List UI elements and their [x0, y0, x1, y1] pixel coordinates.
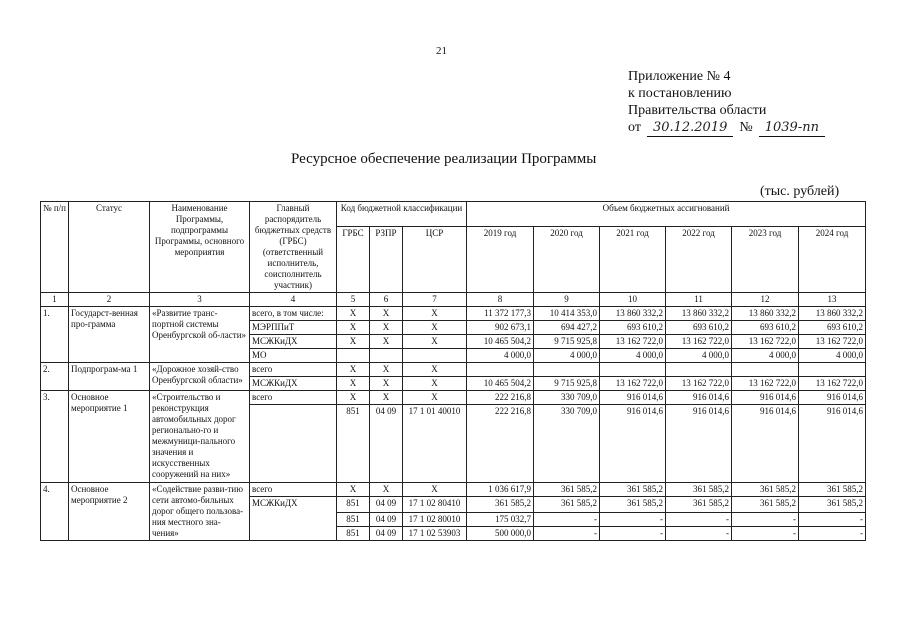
appendix-block	[628, 68, 825, 137]
row-status: Основное мероприятие 2	[69, 483, 150, 541]
value-cell: 13 162 722,0	[799, 335, 866, 349]
value-cell: 361 585,2	[666, 497, 732, 513]
value-cell	[534, 363, 600, 377]
value-cell: 11 372 177,3	[467, 307, 534, 321]
handwritten-date: 30.12.2019	[647, 119, 733, 137]
row-grbs: МЭРППиТ	[250, 321, 337, 335]
row-grbs: всего	[250, 391, 337, 405]
table-row	[41, 483, 866, 497]
row-name: «Дорожное хозяй-ство Оренбургской области»	[150, 363, 250, 391]
row-status: Основное мероприятие 1	[69, 391, 150, 483]
value-cell: 361 585,2	[600, 497, 666, 513]
code-rzpr	[370, 349, 403, 363]
value-cell: 13 860 332,2	[799, 307, 866, 321]
code-grbs: X	[337, 363, 370, 377]
value-cell	[600, 363, 666, 377]
col-number: 1	[41, 293, 69, 307]
col-number: 6	[370, 293, 403, 307]
row-num: 2.	[41, 363, 69, 391]
value-cell: 13 162 722,0	[732, 377, 799, 391]
code-rzpr: X	[370, 377, 403, 391]
table-row	[41, 391, 866, 405]
value-cell: 916 014,6	[600, 405, 666, 483]
value-cell: 13 162 722,0	[799, 377, 866, 391]
appendix-line-2: к постановлению	[628, 86, 732, 101]
value-cell: 693 610,2	[600, 321, 666, 335]
value-cell: 4 000,0	[732, 349, 799, 363]
date-prefix: от	[628, 120, 641, 135]
value-cell: 10 465 504,2	[467, 335, 534, 349]
code-rzpr: X	[370, 363, 403, 377]
row-num: 3.	[41, 391, 69, 483]
value-cell: 693 610,2	[799, 321, 866, 335]
value-cell: 902 673,1	[467, 321, 534, 335]
value-cell: 916 014,6	[666, 405, 732, 483]
value-cell: 361 585,2	[534, 483, 600, 497]
value-cell: 916 014,6	[600, 391, 666, 405]
value-cell: 361 585,2	[799, 497, 866, 513]
header-status: Статус	[69, 202, 150, 293]
value-cell: 222 216,8	[467, 391, 534, 405]
value-cell: 361 585,2	[534, 497, 600, 513]
row-grbs: МСЖКиДХ	[250, 377, 337, 391]
code-rzpr: X	[370, 307, 403, 321]
value-cell: 4 000,0	[666, 349, 732, 363]
row-grbs: всего	[250, 363, 337, 377]
code-grbs: X	[337, 377, 370, 391]
code-grbs: X	[337, 307, 370, 321]
units-note: (тыс. рублей)	[760, 184, 840, 199]
code-rzpr: X	[370, 483, 403, 497]
row-name: «Строительство и реконструкция автомобильных дорог регионально-го и межмуници-пального значения и искусственных сооружений на них»	[150, 391, 250, 483]
table-row	[41, 363, 866, 377]
header-volume-group: Объем бюджетных ассигнований	[467, 202, 866, 227]
value-cell: -	[600, 527, 666, 541]
value-cell: 4 000,0	[600, 349, 666, 363]
header-name: Наименование Программы, подпрограммы Программы, основного мероприятия	[150, 202, 250, 293]
resource-table	[40, 201, 866, 541]
header-grbs-code: ГРБС	[337, 227, 370, 293]
value-cell: 361 585,2	[467, 497, 534, 513]
value-cell: -	[799, 527, 866, 541]
value-cell: 13 162 722,0	[600, 377, 666, 391]
code-csr: 17 1 02 80410	[403, 497, 467, 513]
value-cell	[666, 363, 732, 377]
header-year: 2021 год	[600, 227, 666, 293]
value-cell: 916 014,6	[799, 391, 866, 405]
code-csr: X	[403, 391, 467, 405]
table-row	[41, 307, 866, 321]
code-grbs: X	[337, 321, 370, 335]
code-rzpr: 04 09	[370, 513, 403, 527]
value-cell: 10 414 353,0	[534, 307, 600, 321]
code-csr: 17 1 02 53903	[403, 527, 467, 541]
col-number: 13	[799, 293, 866, 307]
code-grbs: 851	[337, 405, 370, 483]
row-name: «Развитие транс-портной системы Оренбургской об-ласти»	[150, 307, 250, 363]
header-csr: ЦСР	[403, 227, 467, 293]
value-cell: 361 585,2	[732, 497, 799, 513]
value-cell: 4 000,0	[534, 349, 600, 363]
code-csr: X	[403, 321, 467, 335]
value-cell: -	[732, 513, 799, 527]
value-cell: 13 860 332,2	[732, 307, 799, 321]
row-grbs	[250, 405, 337, 483]
value-cell: 916 014,6	[666, 391, 732, 405]
code-rzpr: X	[370, 335, 403, 349]
value-cell: -	[799, 513, 866, 527]
value-cell: 500 000,0	[467, 527, 534, 541]
value-cell: 361 585,2	[666, 483, 732, 497]
code-rzpr: X	[370, 321, 403, 335]
value-cell: 694 427,2	[534, 321, 600, 335]
value-cell: 4 000,0	[799, 349, 866, 363]
value-cell: 361 585,2	[732, 483, 799, 497]
value-cell: 222 216,8	[467, 405, 534, 483]
value-cell: 361 585,2	[600, 483, 666, 497]
code-rzpr: 04 09	[370, 527, 403, 541]
code-csr: X	[403, 363, 467, 377]
code-csr: X	[403, 377, 467, 391]
code-grbs: X	[337, 483, 370, 497]
value-cell: 330 709,0	[534, 405, 600, 483]
col-number: 5	[337, 293, 370, 307]
code-grbs: X	[337, 391, 370, 405]
header-num: № п/п	[41, 202, 69, 293]
row-grbs: МО	[250, 349, 337, 363]
code-grbs	[337, 349, 370, 363]
value-cell: 13 162 722,0	[666, 377, 732, 391]
row-grbs: МСЖКиДХ	[250, 497, 337, 541]
header-grbs: Главный распорядитель бюджетных средств (ГРБС) (ответственный исполнитель, соисполнитель участник)	[250, 202, 337, 293]
value-cell: 13 860 332,2	[666, 307, 732, 321]
col-number: 9	[534, 293, 600, 307]
row-grbs: МСЖКиДХ	[250, 335, 337, 349]
col-number: 10	[600, 293, 666, 307]
value-cell: -	[534, 527, 600, 541]
value-cell: 330 709,0	[534, 391, 600, 405]
value-cell: 13 860 332,2	[600, 307, 666, 321]
value-cell: 916 014,6	[799, 405, 866, 483]
header-code-group: Код бюджетной классификации	[337, 202, 467, 227]
header-rzpr: РЗПР	[370, 227, 403, 293]
value-cell	[732, 363, 799, 377]
header-year: 2024 год	[799, 227, 866, 293]
column-number-row	[41, 293, 866, 307]
row-name: «Содействие разви-тию сети автомо-бильных дорог общего пользова-ния местного зна-чения»	[150, 483, 250, 541]
row-grbs: всего, в том числе:	[250, 307, 337, 321]
row-status: Государст-венная про-грамма	[69, 307, 150, 363]
col-number: 7	[403, 293, 467, 307]
row-grbs: всего	[250, 483, 337, 497]
value-cell: 9 715 925,8	[534, 335, 600, 349]
header-year: 2023 год	[732, 227, 799, 293]
value-cell: 13 162 722,0	[600, 335, 666, 349]
value-cell: 693 610,2	[666, 321, 732, 335]
code-grbs: X	[337, 335, 370, 349]
page-number: 21	[436, 45, 447, 57]
value-cell: 1 036 617,9	[467, 483, 534, 497]
document-title: Ресурсное обеспечение реализации Программы	[291, 151, 597, 167]
code-csr: X	[403, 483, 467, 497]
col-number: 8	[467, 293, 534, 307]
row-num: 4.	[41, 483, 69, 541]
value-cell: -	[534, 513, 600, 527]
code-csr: X	[403, 335, 467, 349]
code-csr: 17 1 02 80010	[403, 513, 467, 527]
value-cell: -	[666, 527, 732, 541]
appendix-date-line	[628, 119, 825, 137]
value-cell: 4 000,0	[467, 349, 534, 363]
value-cell: -	[732, 527, 799, 541]
value-cell: 9 715 925,8	[534, 377, 600, 391]
code-csr: 17 1 01 40010	[403, 405, 467, 483]
value-cell	[467, 363, 534, 377]
value-cell: 693 610,2	[732, 321, 799, 335]
value-cell: 175 032,7	[467, 513, 534, 527]
appendix-line-1: Приложение № 4	[628, 69, 731, 84]
code-grbs: 851	[337, 513, 370, 527]
code-rzpr: 04 09	[370, 497, 403, 513]
code-rzpr: 04 09	[370, 405, 403, 483]
handwritten-number: 1039-пп	[759, 119, 825, 137]
appendix-line-3: Правительства области	[628, 103, 767, 118]
col-number: 12	[732, 293, 799, 307]
col-number: 3	[150, 293, 250, 307]
value-cell: 916 014,6	[732, 405, 799, 483]
number-prefix: №	[739, 120, 753, 135]
col-number: 11	[666, 293, 732, 307]
header-year: 2020 год	[534, 227, 600, 293]
code-rzpr: X	[370, 391, 403, 405]
col-number: 2	[69, 293, 150, 307]
value-cell	[799, 363, 866, 377]
code-csr: X	[403, 307, 467, 321]
code-grbs: 851	[337, 497, 370, 513]
value-cell: 13 162 722,0	[666, 335, 732, 349]
header-year: 2022 год	[666, 227, 732, 293]
value-cell: 10 465 504,2	[467, 377, 534, 391]
row-num: 1.	[41, 307, 69, 363]
value-cell: 916 014,6	[732, 391, 799, 405]
col-number: 4	[250, 293, 337, 307]
header-year: 2019 год	[467, 227, 534, 293]
row-status: Подпрограм-ма 1	[69, 363, 150, 391]
value-cell: -	[600, 513, 666, 527]
value-cell: 13 162 722,0	[732, 335, 799, 349]
value-cell: -	[666, 513, 732, 527]
code-grbs: 851	[337, 527, 370, 541]
code-csr	[403, 349, 467, 363]
value-cell: 361 585,2	[799, 483, 866, 497]
